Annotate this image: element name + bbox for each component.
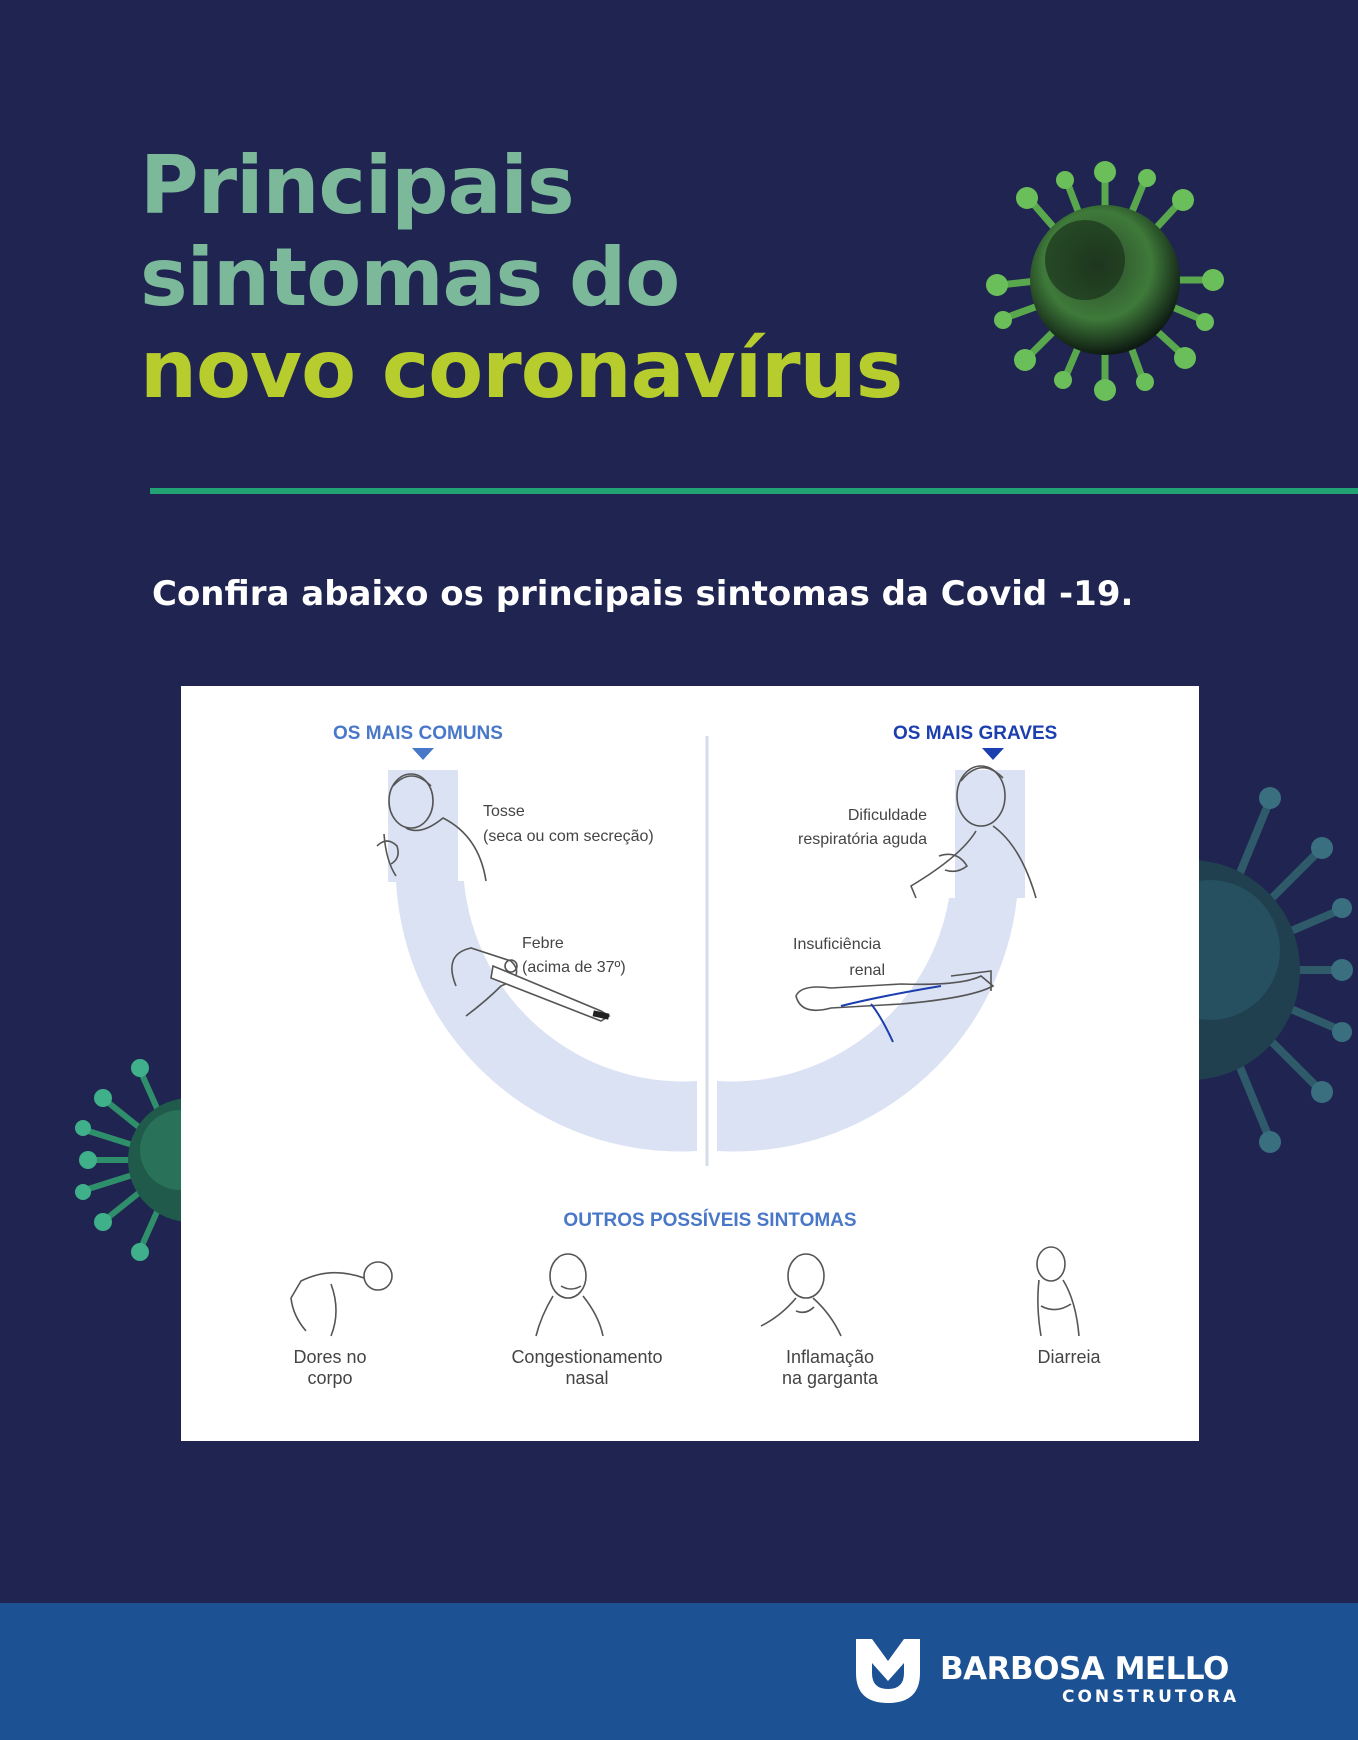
breathing-sublabel: respiratória aguda	[798, 831, 927, 848]
section-divider	[150, 488, 1358, 494]
kidney-sublabel: renal	[849, 962, 885, 979]
other-label-4: Diarreia	[1037, 1347, 1101, 1367]
infographic-graphics	[181, 686, 1199, 1441]
other-label-3: Inflamação	[785, 1347, 875, 1367]
nasal-congestion-icon	[536, 1254, 603, 1336]
title-line-3: novo coronavírus	[140, 323, 903, 416]
other-sublabel-3: na garganta	[781, 1368, 879, 1388]
kidney-label: Insuficiência	[793, 936, 882, 953]
diarrhea-icon	[1037, 1247, 1079, 1336]
other-sublabel-1: corpo	[307, 1368, 353, 1388]
fever-sublabel: (acima de 37º)	[522, 959, 626, 976]
sore-throat-icon	[761, 1254, 841, 1336]
brand-name: BARBOSA MELLO	[940, 1651, 1229, 1687]
virus-icon-right	[1190, 780, 1358, 1160]
brand-sub: CONSTRUTORA	[1062, 1687, 1240, 1707]
common-heading: OS MAIS COMUNS	[333, 723, 503, 744]
title-line-1: Principais	[140, 139, 574, 232]
brand-mark-icon	[850, 1633, 926, 1709]
footer	[0, 1603, 1358, 1740]
subtitle: Confira abaixo os principais sintomas da Covid -19.	[152, 574, 1134, 614]
breathing-label: Dificuldade	[847, 807, 927, 824]
fever-label: Febre	[522, 935, 564, 952]
other-label-2: Congestionamento	[511, 1347, 663, 1367]
body-pain-icon	[291, 1262, 392, 1336]
other-label-1: Dores no	[293, 1347, 367, 1367]
symptoms-infographic	[181, 686, 1199, 1441]
brand-logo	[850, 1633, 1250, 1713]
other-sublabel-2: nasal	[565, 1368, 609, 1388]
cough-sublabel: (seca ou com secreção)	[483, 828, 654, 845]
common-arc	[396, 881, 697, 1151]
severe-heading: OS MAIS GRAVES	[893, 723, 1058, 744]
other-heading: OUTROS POSSÍVEIS SINTOMAS	[563, 1210, 857, 1231]
cough-label: Tosse	[483, 803, 525, 820]
virus-icon	[980, 150, 1230, 410]
page-title	[140, 140, 902, 416]
title-line-2: sintomas do	[140, 231, 680, 324]
